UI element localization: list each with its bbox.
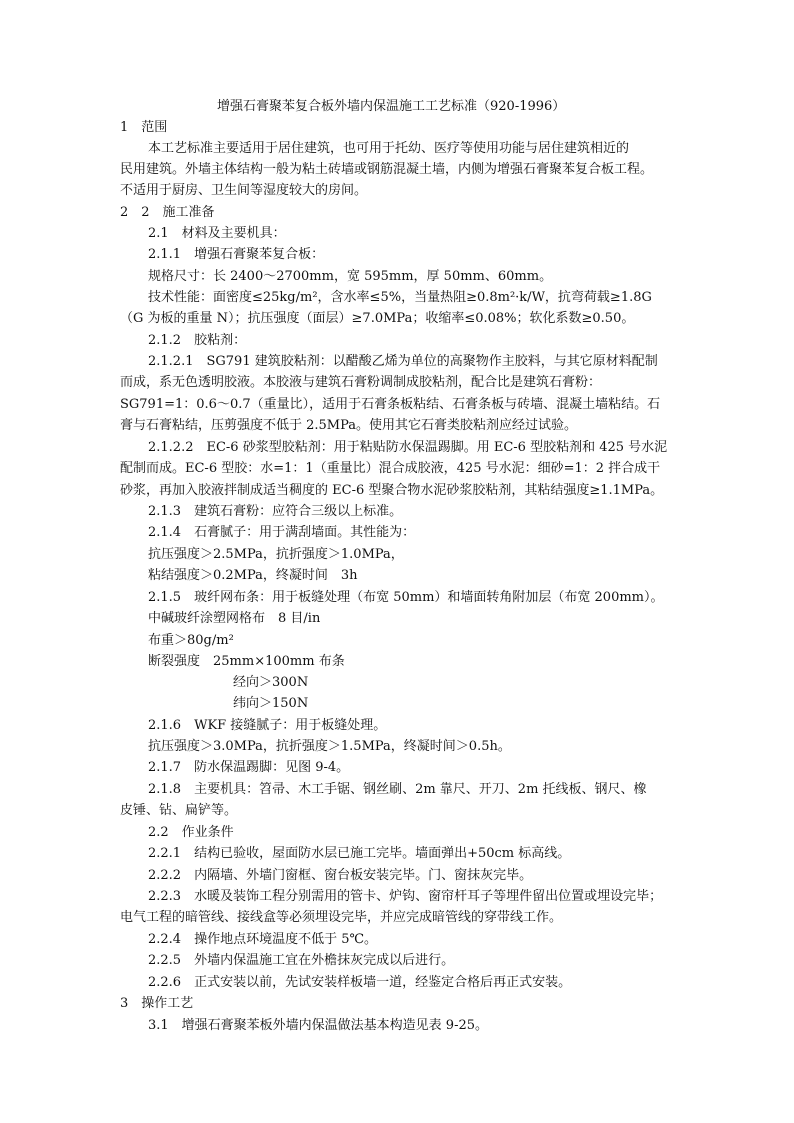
paragraph-line: 2.2.1 结构已验收，屋面防水层已施工完毕。墙面弹出+50cm 标高线。 bbox=[148, 846, 571, 861]
section-heading-process: 3 操作工艺 bbox=[120, 996, 194, 1011]
paragraph-line: 技术性能：面密度≤25kg/m²，含水率≤5%，当量热阻≥0.8m²·k/W，抗弯荷载≥1.8G bbox=[148, 290, 652, 305]
paragraph-line: 2.1.6 WKF 接缝腻子：用于板缝处理。 bbox=[148, 718, 387, 733]
paragraph-line: 3.1 增强石膏聚苯板外墙内保温做法基本构造见表 9-25。 bbox=[148, 1018, 489, 1033]
paragraph-line: 2.1.5 玻纤网布条：用于板缝处理（布宽 50mm）和墙面转角附加层（布宽 200mm）。 bbox=[148, 590, 664, 605]
paragraph-line: 电气工程的暗管线、接线盒等必须埋设完毕，并应完成暗管线的穿带线工作。 bbox=[120, 910, 563, 925]
paragraph-line: 中碱玻纤涂塑网格布 8 目/in bbox=[148, 611, 321, 626]
paragraph-line: 2.2.6 正式安装以前，先试安装样板墙一道，经鉴定合格后再正式安装。 bbox=[148, 975, 572, 990]
paragraph-line: 2.1.3 建筑石膏粉：应符合三级以上标准。 bbox=[148, 504, 403, 519]
paragraph-line: 皮锤、钻、扁铲等。 bbox=[120, 803, 238, 818]
paragraph-line: 2.1.4 石膏腻子：用于满刮墙面。其性能为： bbox=[148, 525, 416, 540]
paragraph-line: 抗压强度＞3.0MPa，抗折强度＞1.5MPa，终凝时间＞0.5h。 bbox=[148, 739, 511, 754]
paragraph-line: 2.1.7 防水保温踢脚：见图 9-4。 bbox=[148, 760, 350, 775]
paragraph-line: 2.2.2 内隔墙、外墙门窗框、窗台板安装完毕。门、窗抹灰完毕。 bbox=[148, 868, 533, 883]
section-heading-scope: 1 范围 bbox=[120, 120, 168, 135]
paragraph-line: 粘结强度＞0.2MPa，终凝时间 3h bbox=[148, 568, 358, 583]
paragraph-line: 经向＞300N bbox=[233, 675, 309, 690]
paragraph-line: 2.2.3 水暖及装饰工程分别需用的管卡、炉钩、窗帘杆耳子等埋件留出位置或埋设完毕； bbox=[148, 889, 663, 904]
paragraph-line: 2.1.2.2 EC-6 砂浆型胶粘剂：用于粘贴防水保温踢脚。用 EC-6 型胶粘剂和 425 号水泥 bbox=[148, 440, 668, 455]
paragraph-line: 2.1.2.1 SG791 建筑胶粘剂：以醋酸乙烯为单位的高聚物作主胶料，与其它原材料配制 bbox=[148, 354, 658, 369]
paragraph-line: （G 为板的重量 N）；抗压强度（面层）≥7.0MPa；收缩率≤0.08%；软化系数≥0.50。 bbox=[120, 311, 635, 326]
paragraph-line: 2.1.8 主要机具：笤帚、木工手锯、钢丝刷、2m 靠尺、开刀、2m 托线板、钢尺、橡 bbox=[148, 782, 647, 797]
subsection-heading: 2.1 材料及主要机具： bbox=[148, 226, 286, 241]
paragraph-line: 不适用于厨房、卫生间等湿度较大的房间。 bbox=[120, 183, 368, 198]
paragraph-line: 规格尺寸：长 2400～2700mm，宽 595mm，厚 50mm、60mm。 bbox=[148, 269, 553, 284]
subsection-heading: 2.1.2 胶粘剂： bbox=[148, 333, 247, 348]
paragraph-line: 纬向＞150N bbox=[233, 696, 309, 711]
paragraph-line: SG791=1：0.6～0.7（重量比），适用于石膏条板粘结、石膏条板与砖墙、混凝土墙粘结。石 bbox=[120, 397, 661, 412]
paragraph-line: 本工艺标准主要适用于居住建筑，也可用于托幼、医疗等使用功能与居住建筑相近的 bbox=[148, 141, 630, 156]
paragraph-line: 断裂强度 25mm×100mm 布条 bbox=[148, 654, 345, 669]
paragraph-line: 民用建筑。外墙主体结构一般为粘土砖墙或钢筋混凝土墙，内侧为增强石膏聚苯复合板工程。 bbox=[120, 162, 654, 177]
paragraph-line: 抗压强度＞2.5MPa，抗折强度＞1.0MPa， bbox=[148, 547, 404, 562]
subsection-heading: 2.2 作业条件 bbox=[148, 825, 234, 840]
paragraph-line: 膏与石膏粘结，压剪强度不低于 2.5MPa。使用其它石膏类胶粘剂应经过试验。 bbox=[120, 418, 578, 433]
paragraph-line: 配制而成。EC-6 型胶：水=1：1（重量比）混合成胶液，425 号水泥：细砂=1：2 拌合成干 bbox=[120, 461, 661, 476]
document-title: 增强石膏聚苯复合板外墙内保温施工工艺标准（920-1996） bbox=[217, 99, 566, 114]
paragraph-line: 2.2.4 操作地点环境温度不低于 5℃。 bbox=[148, 932, 378, 947]
paragraph-line: 布重＞80g/m² bbox=[148, 633, 234, 648]
paragraph-line: 而成，系无色透明胶液。本胶液与建筑石膏粉调制成胶粘剂，配合比是建筑石膏粉： bbox=[120, 375, 602, 390]
paragraph-line: 砂浆，再加入胶液拌制成适当稠度的 EC-6 型聚合物水泥砂浆胶粘剂，其粘结强度≥1.1MPa。 bbox=[120, 483, 664, 498]
section-heading-preparation: 2 2 施工准备 bbox=[120, 205, 215, 220]
subsection-heading: 2.1.1 增强石膏聚苯复合板： bbox=[148, 247, 325, 262]
paragraph-line: 2.2.5 外墙内保温施工宜在外檐抹灰完成以后进行。 bbox=[148, 953, 455, 968]
